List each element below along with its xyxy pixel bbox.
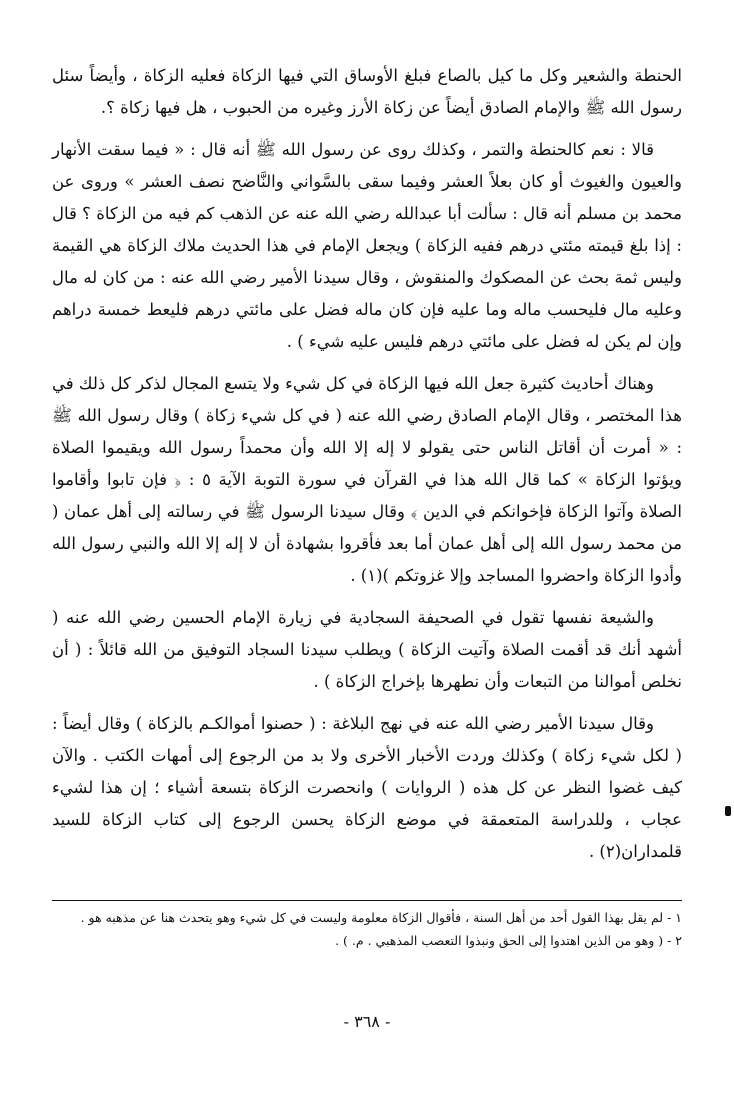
paragraph-4: والشيعة نفسها تقول في الصحيفة السجادية في زيارة الإمام الحسين رضي الله عنه ( أشهد أنك قد أقمت الصلاة وآتيت الزكاة ) ويطلب سيدنا السجاد التوفيق من الله قائلاً : ( أن نخلص أموالنا من التبعات وأن نطهرها بإخراج الزكاة ) . [52,608,682,691]
page-number: - ٣٦٨ - [343,1012,391,1031]
paragraph-2: قالا : نعم كالحنطة والتمر ، وكذلك روى عن رسول الله ﷺ أنه قال : « فيما سقت الأنهار والعيون والغيوث أو كان بعلاً العشر وفيما سقى بالسَّواني والنَّاضح نصف العشر » وروى عن محمد بن مسلم أنه قال : سألت أبا عبدالله رضي الله عنه عن الذهب كم فيه من الزكاة ؟ قال : إذا بلغ قيمته مئتي درهم ففيه الزكاة ) ويجعل الإمام في هذا الحديث ملاك الزكاة هي القيمة وليس ثمة بحث عن المصكوك والمنقوش ، وقال سيدنا الأمير رضي الله عنه : من كان له مال وعليه مال فليحسب ماله وما عليه فإن كان ماله فضل على مائتي درهم فليعط خمسة دراهم وإن لم يكن له فضل على مائتي درهم فليس عليه شيء ) . [52,140,682,351]
footnote-2: ٢ - ( وهو من الذين اهتدوا إلى الحق ونبذوا التعصب المذهبي . م. ) . [335,933,682,948]
footnotes [52,906,682,952]
paragraph-5: وقال سيدنا الأمير رضي الله عنه في نهج البلاغة : ( حصنوا أموالكـم بالزكاة ) وقال أيضاً : ( لكل شيء زكاة ) وكذلك وردت الأخبار الأخرى ولا بد من الرجوع إلى أمهات الكتب . والآن كيف غضوا النظر عن كل هذه ( الروايات ) وانحصرت الزكاة بتسعة أشياء ؛ إن هذا لشيء عجاب ، وللدراسة المتعمقة في موضع الزكاة يحسن الرجوع إلى كتاب الزكاة للسيد قلمداران(٢) . [52,714,682,861]
paragraph-1: الحنطة والشعير وكل ما كيل بالصاع فبلغ الأوساق التي فيها الزكاة فعليه الزكاة ، وأيضاً سئل رسول الله ﷺ والإمام الصادق أيضاً عن زكاة الأرز وغيره من الحبوب ، هل فيها زكاة ؟. [52,66,682,117]
paragraph-3: وهناك أحاديث كثيرة جعل الله فيها الزكاة في كل شيء ولا يتسع المجال لذكر كل ذلك في هذا المختصر ، وقال الإمام الصادق رضي الله عنه ( في كل شيء زكاة ) وقال رسول الله ﷺ : « أمرت أن أقاتل الناس حتى يقولو لا إله إلا الله وأن محمداً رسول الله ويقيموا الصلاة ويؤتوا الزكاة » كما قال الله هذا في القرآن في سورة التوبة الآية ٥ : ﴿ فإن تابوا وأقاموا الصلاة وآتوا الزكاة فإخوانكم في الدين ﴾ وقال سيدنا الرسول ﷺ في رسالته إلى أهل عمان ( من محمد رسول الله إلى أهل عمان أما بعد فأقروا بشهادة أن لا إله إلا الله والنبي رسول الله وأدوا الزكاة واحضروا المساجد وإلا غزوتكم )(١) . [52,374,682,585]
scan-edge-mark [725,806,731,816]
footnote-1: ١ - لم يقل بهذا القول أحد من أهل السنة ، فأقوال الزكاة معلومة وليست في كل شيء وهو يتحدث هنا عن مذهبه هو . [80,910,682,925]
footnote-divider [52,900,682,901]
page-body [52,60,682,878]
